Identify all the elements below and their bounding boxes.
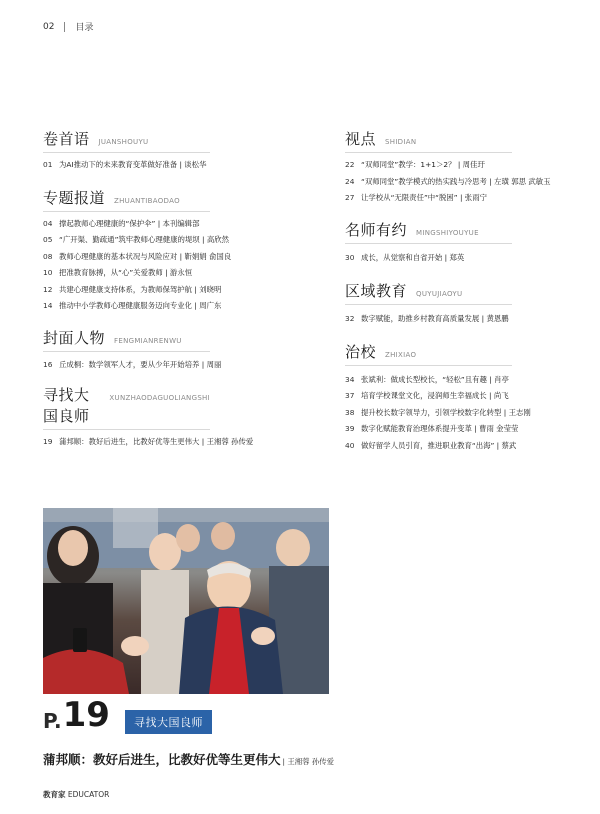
- entry-page: 40: [345, 440, 355, 450]
- section-header: [345, 219, 512, 244]
- toc-entry[interactable]: [345, 421, 595, 438]
- feature-page-badge: [43, 695, 110, 735]
- entry-text: 为AI推动下的未来教育变革做好准备 | 谈松华: [59, 160, 207, 169]
- page-number: 02: [43, 21, 55, 32]
- footer-brand-en: EDUCATOR: [67, 790, 110, 799]
- entry-text: 教师心理健康的基本状况与风险应对 | 靳娟娟 俞国良: [59, 251, 232, 261]
- entry-page: 19: [43, 437, 53, 446]
- entry-page: 22: [345, 160, 355, 169]
- toc-left-column: [43, 128, 333, 461]
- toc-entry[interactable]: [345, 405, 595, 422]
- entry-page: 34: [345, 374, 355, 384]
- feature-photo-illustration: [43, 508, 329, 694]
- toc-entry[interactable]: [345, 250, 595, 267]
- entry-text: 把准教育脉搏，从“心”关爱教师 | 游永恒: [59, 268, 193, 277]
- toc-section: [43, 128, 333, 174]
- section-pinyin: JUANSHOUYU: [98, 138, 149, 146]
- toc-entry[interactable]: [345, 190, 595, 207]
- section-header: [43, 384, 210, 430]
- entry-page: 08: [43, 251, 53, 261]
- section-header: [43, 187, 210, 212]
- entry-page: 04: [43, 218, 53, 228]
- entry-text: 做好留学人员引育，推进职业教育“出海” | 蔡武: [361, 440, 517, 450]
- section-pinyin: MINGSHIYOUYUE: [416, 228, 479, 237]
- toc-entry[interactable]: [345, 311, 595, 328]
- entry-page: 24: [345, 176, 355, 186]
- entry-page: 16: [43, 359, 53, 369]
- section-title: 视点: [345, 130, 377, 148]
- toc-section: [345, 219, 595, 267]
- entry-page: 38: [345, 407, 355, 417]
- section-title: 区域教育: [345, 282, 408, 300]
- entry-text: 数字化赋能教育治理体系提升变革 | 曹雨 金莹莹: [361, 424, 519, 433]
- entry-text: 蒲邦顺：教好后进生，比教好优等生更伟大 | 王湘蓉 孙传爱: [59, 437, 254, 446]
- toc-entry[interactable]: [43, 357, 333, 374]
- toc-section: [43, 187, 333, 315]
- toc-entry[interactable]: [43, 249, 333, 266]
- header-divider: [64, 22, 65, 32]
- entry-text: 成长，从觉察和自省开始 | 郑英: [361, 252, 465, 262]
- toc-entry[interactable]: [43, 282, 333, 299]
- section-title: 卷首语: [43, 130, 90, 148]
- section-header: [345, 128, 512, 153]
- toc-section: [43, 384, 333, 451]
- page-prefix: P.: [43, 708, 62, 733]
- section-title: 专题报道: [43, 188, 106, 207]
- toc-entry[interactable]: [43, 216, 333, 233]
- toc-entry[interactable]: [345, 438, 595, 455]
- toc-entry[interactable]: [43, 434, 333, 451]
- entry-text: 共建心理健康支持体系，为教师保驾护航 | 刘晓明: [59, 284, 222, 294]
- entry-page: 39: [345, 424, 355, 433]
- feature-authors: | 王湘蓉 孙传爱: [282, 757, 335, 766]
- entry-page: 01: [43, 160, 53, 169]
- section-title: 名师有约: [345, 220, 408, 239]
- entry-page: 27: [345, 193, 355, 202]
- entry-page: 30: [345, 252, 355, 262]
- entry-text: 丘成桐：数学领军人才，要从少年开始培养 | 周丽: [59, 359, 222, 369]
- feature-photo: [43, 508, 329, 694]
- section-title: 寻找大国良师: [43, 386, 90, 425]
- entry-page: 14: [43, 301, 53, 310]
- feature-title: 蒲邦顺：教好后进生，比教好优等生更伟大: [43, 752, 281, 767]
- feature-column-tag: 寻找大国良师: [125, 710, 212, 734]
- entry-text: 让学校从“无限责任”中“脱困” | 张雨宁: [361, 193, 487, 202]
- section-header: [43, 327, 210, 352]
- entry-text: 培育学校课堂文化，浸润师生幸福成长 | 尚飞: [361, 391, 509, 400]
- entry-text: 张斌利：做成长型校长，“轻松”且有趣 | 肖亭: [361, 374, 509, 384]
- section-pinyin: XUNZHAODAGUOLIANGSHI: [109, 394, 210, 402]
- entry-text: “双师同堂”教学模式的热实践与冷思考 | 左璜 郭思 武敏玉: [361, 176, 551, 186]
- entry-page: 37: [345, 391, 355, 400]
- header-section: 目录: [75, 23, 94, 33]
- toc-entry[interactable]: [345, 372, 595, 389]
- section-pinyin: ZHUANTIBAODAO: [114, 196, 180, 205]
- section-title: 治校: [345, 342, 377, 361]
- toc-entry[interactable]: [345, 157, 595, 174]
- feature-headline[interactable]: [43, 750, 334, 768]
- section-pinyin: QUYUJIAOYU: [416, 290, 463, 298]
- entry-text: 数字赋能，助推乡村教育高质量发展 | 黄恩鹏: [361, 314, 509, 323]
- toc-section: [345, 128, 595, 207]
- section-header: [43, 128, 210, 153]
- toc-section: [345, 341, 595, 455]
- section-pinyin: FENGMIANRENWU: [114, 336, 182, 345]
- entry-text: 撑起教师心理健康的“保护伞” | 本刊编辑部: [59, 218, 200, 228]
- toc-entry[interactable]: [43, 265, 333, 282]
- toc-section: [43, 327, 333, 374]
- toc-entry[interactable]: [345, 174, 595, 191]
- toc-entry[interactable]: [43, 298, 333, 315]
- toc-section: [345, 280, 595, 328]
- section-header: [345, 341, 512, 366]
- entry-page: 10: [43, 268, 53, 277]
- section-header: [345, 280, 512, 305]
- toc-right-column: [345, 128, 595, 464]
- entry-text: 提升校长数字领导力，引领学校数字化转型 | 王志刚: [361, 407, 531, 417]
- toc-entry[interactable]: [43, 232, 333, 249]
- entry-page: 05: [43, 235, 53, 244]
- section-pinyin: SHIDIAN: [385, 138, 417, 146]
- entry-page: 32: [345, 314, 355, 323]
- page-footer: [43, 789, 109, 800]
- entry-text: “双师同堂”教学：1+1＞2？ | 周佳玗: [361, 160, 485, 169]
- footer-brand: 教育家: [43, 790, 66, 799]
- entry-page: 12: [43, 284, 53, 294]
- entry-text: “广开渠、勤疏通”筑牢教师心理健康的堤坝 | 高欣然: [59, 235, 230, 244]
- page-header: [43, 20, 93, 33]
- section-title: 封面人物: [43, 328, 106, 347]
- toc-entry[interactable]: [43, 157, 333, 174]
- entry-text: 推动中小学教师心理健康服务迈向专业化 | 周广东: [59, 301, 222, 310]
- feature-page-number: 19: [62, 695, 110, 735]
- toc-entry[interactable]: [345, 388, 595, 405]
- section-pinyin: ZHIXIAO: [385, 350, 417, 359]
